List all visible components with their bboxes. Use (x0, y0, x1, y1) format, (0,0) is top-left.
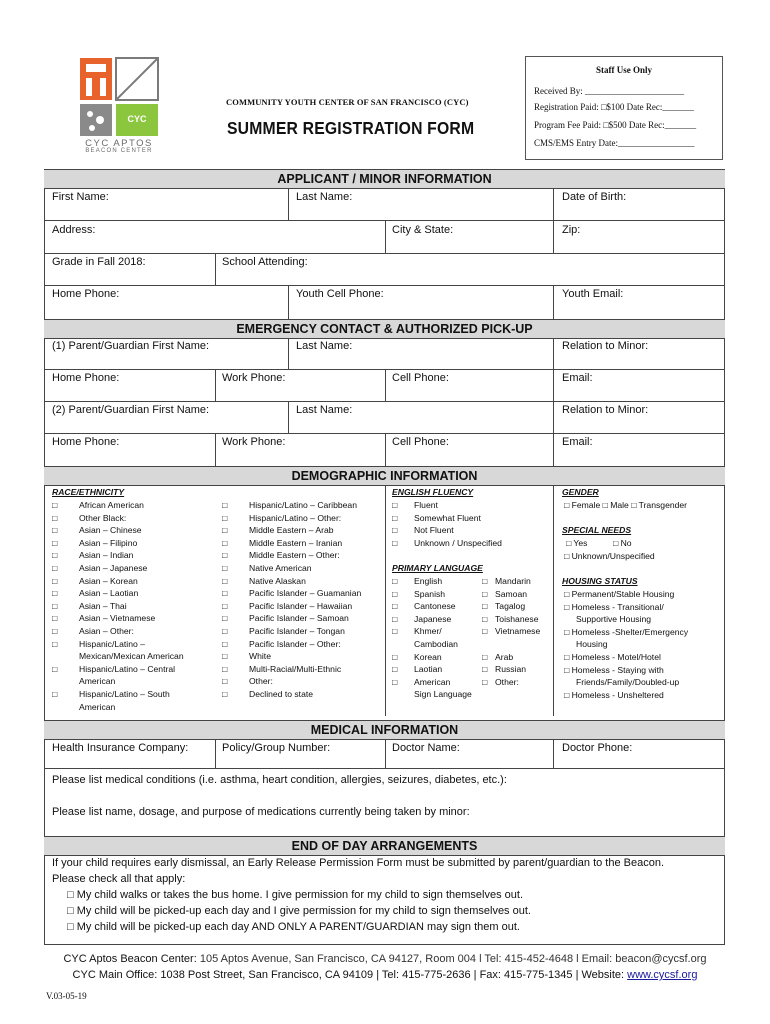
checkbox[interactable]: □ (222, 500, 228, 510)
website-link[interactable]: www.cycsf.org (627, 969, 698, 981)
footer-beacon-details: 105 Aptos Avenue, San Francisco, CA 94127, Room 004 l Tel: 415-452-4648 l Email: beacon@cycsf.org (199, 953, 707, 965)
checkbox[interactable]: □ (482, 588, 488, 599)
last-name-field[interactable]: Last Name: (296, 191, 353, 203)
language-option-label: Vietnamese (495, 626, 541, 637)
logo-line1: CYC APTOS (85, 138, 153, 149)
language-option-label: Spanish (414, 588, 446, 599)
english-fluency-header: ENGLISH FLUENCY (392, 487, 474, 497)
option-walks-or-bus[interactable]: □ My child walks or takes the bus home. I give permission for my child to sign themselves out. (67, 889, 523, 901)
checkbox[interactable]: □ (52, 638, 58, 649)
logo-mark-text: CYC (127, 114, 147, 124)
option-picked-up-self-signout[interactable]: □ My child will be picked-up each day and I give permission for my child to sign themselves out. (67, 905, 531, 917)
housing-option[interactable]: □ Homeless -Shelter/Emergency (564, 626, 689, 637)
race-option-label: Asian – Filipino (79, 537, 138, 548)
race-option-label: Native Alaskan (249, 575, 306, 586)
language-option-label: Cambodian (414, 639, 458, 649)
checkbox[interactable]: □ (52, 563, 58, 573)
race-option-label: Asian – Chinese (79, 525, 142, 536)
housing-option: Housing (576, 639, 608, 650)
race-option-label: American (79, 701, 116, 712)
race-ethnicity-header: RACE/ETHNICITY (52, 487, 125, 497)
staff-cms-entry-date[interactable]: CMS/EMS Entry Date:_________________ (534, 138, 695, 148)
checkbox[interactable]: □ (222, 689, 228, 699)
parent1-home-phone-field[interactable]: Home Phone: (52, 372, 120, 384)
language-option-label: Sign Language (414, 689, 472, 700)
checkbox[interactable]: □ (482, 676, 488, 687)
checkbox[interactable]: □ (392, 500, 398, 510)
checkbox[interactable]: □ (52, 525, 58, 536)
gender-options[interactable]: □ Female □ Male □ Transgender (564, 500, 688, 510)
logo-line2: BEACON CENTER (85, 148, 153, 154)
race-option-label: Pacific Islander – Tongan (249, 626, 345, 636)
checkbox[interactable]: □ (52, 550, 58, 561)
checkbox[interactable]: □ (52, 537, 58, 548)
medications-field[interactable]: Please list name, dosage, and purpose of medications currently being taken by minor: (52, 806, 470, 818)
race-option-label: Asian – Japanese (79, 563, 148, 573)
race-option-label: Pacific Islander – Guamanian (249, 588, 362, 599)
race-option-label: Hispanic/Latino – Central (79, 663, 176, 674)
checkbox[interactable]: □ (392, 576, 398, 586)
footer-main-office-text: CYC Main Office: 1038 Post Street, San Francisco, CA 94109 | Tel: 415-775-2636 | Fax: 415-775-1345 | Website: (72, 969, 625, 981)
housing-option: Friends/Family/Doubled-up (576, 677, 680, 688)
checkbox[interactable]: □ (52, 613, 58, 624)
zip-field[interactable]: Zip: (562, 224, 581, 236)
footer-main-office (0, 969, 770, 981)
grade-field[interactable]: Grade in Fall 2018: (52, 256, 146, 268)
checkbox[interactable]: □ (52, 588, 58, 599)
checkbox[interactable]: □ (392, 651, 398, 662)
checkbox[interactable]: □ (222, 638, 228, 649)
checkbox[interactable]: □ (392, 537, 398, 548)
special-needs-yes[interactable]: □ Yes (566, 538, 588, 548)
language-option-label: Toishanese (495, 613, 539, 624)
language-option-label: Tagalog (495, 601, 526, 612)
check-all-instruction: Please check all that apply: (52, 873, 186, 885)
first-name-field[interactable]: First Name: (52, 191, 109, 203)
parent1-last-name-field[interactable]: Last Name: (296, 340, 353, 352)
section-end-of-day: END OF DAY ARRANGEMENTS (44, 836, 725, 856)
form-border-bottom (44, 944, 725, 945)
policy-group-number-field[interactable]: Policy/Group Number: (222, 742, 331, 754)
language-option-label: Other: (495, 676, 519, 687)
race-option-label: White (249, 651, 271, 662)
date-of-birth-field[interactable]: Date of Birth: (562, 191, 627, 203)
race-option-label: Asian – Thai (79, 600, 127, 611)
checkbox[interactable]: □ (482, 576, 488, 586)
race-option-label: Middle Eastern – Arab (249, 525, 334, 536)
parent2-first-name-field[interactable]: (2) Parent/Guardian First Name: (52, 404, 210, 416)
language-option-label: American (414, 676, 451, 687)
checkbox[interactable]: □ (52, 689, 58, 699)
checkbox[interactable]: □ (222, 537, 228, 548)
organization-name: COMMUNITY YOUTH CENTER OF SAN FRANCISCO (CYC) (226, 97, 469, 107)
checkbox[interactable]: □ (52, 575, 58, 586)
race-option-label: Asian – Laotian (79, 588, 139, 599)
fluency-option-label: Unknown / Unspecified (414, 537, 502, 548)
special-needs-header: SPECIAL NEEDS (562, 525, 632, 535)
checkbox[interactable]: □ (482, 601, 488, 612)
housing-option[interactable]: □ Permanent/Stable Housing (564, 589, 675, 599)
race-option-label: Mexican/Mexican American (79, 651, 184, 662)
staff-received-by[interactable]: Received By: ______________________ (534, 86, 684, 96)
race-option-label: Hispanic/Latino – South (79, 689, 170, 699)
checkbox[interactable]: □ (222, 663, 228, 674)
race-option-label: Other: (249, 676, 273, 687)
checkbox[interactable]: □ (52, 626, 58, 636)
race-option-label: Pacific Islander – Hawaiian (249, 600, 353, 611)
language-option-label: Japanese (414, 613, 452, 624)
checkbox[interactable]: □ (392, 512, 398, 523)
early-release-note: If your child requires early dismissal, an Early Release Permission Form must be submitted by parent/guardian to the Beacon. (52, 857, 665, 869)
language-option-label: Cantonese (414, 601, 456, 612)
race-option-label: Middle Eastern – Iranian (249, 537, 343, 548)
fluency-option-label: Somewhat Fluent (414, 512, 481, 523)
checkbox[interactable]: □ (52, 512, 58, 523)
checkbox[interactable]: □ (482, 651, 488, 662)
city-state-field[interactable]: City & State: (392, 224, 454, 236)
checkbox[interactable]: □ (392, 626, 398, 637)
housing-option[interactable]: □ Homeless - Motel/Hotel (564, 652, 661, 662)
checkbox[interactable]: □ (482, 613, 488, 624)
youth-cell-phone-field[interactable]: Youth Cell Phone: (296, 288, 384, 300)
housing-option[interactable]: □ Homeless - Transitional/ (564, 601, 664, 612)
checkbox[interactable]: □ (392, 613, 398, 624)
special-needs-unknown[interactable]: □ Unknown/Unspecified (564, 551, 655, 561)
parent2-last-name-field[interactable]: Last Name: (296, 404, 353, 416)
race-option-label: American (79, 676, 116, 687)
section-emergency: EMERGENCY CONTACT & AUTHORIZED PICK-UP (44, 319, 725, 339)
housing-status-header: HOUSING STATUS (562, 576, 638, 586)
race-option-label: African American (79, 500, 144, 510)
race-option-label: Other Black: (79, 512, 127, 523)
parent1-cell-phone-field[interactable]: Cell Phone: (392, 372, 449, 384)
staff-use-box (525, 56, 723, 160)
checkbox[interactable]: □ (222, 651, 228, 662)
checkbox[interactable]: □ (222, 600, 228, 611)
parent1-relation-field[interactable]: Relation to Minor: (562, 340, 649, 352)
section-applicant: APPLICANT / MINOR INFORMATION (44, 169, 725, 189)
checkbox[interactable]: □ (222, 550, 228, 561)
language-option-label: Khmer/ (414, 626, 442, 637)
staff-program-fee-paid[interactable]: Program Fee Paid: □$500 Date Rec:_______ (534, 120, 697, 130)
parent1-first-name-field[interactable]: (1) Parent/Guardian First Name: (52, 340, 210, 352)
checkbox[interactable]: □ (222, 525, 228, 536)
language-option-label: Arab (495, 651, 514, 662)
primary-language-header: PRIMARY LANGUAGE (392, 563, 483, 573)
race-option-label: Asian – Indian (79, 550, 134, 561)
address-field[interactable]: Address: (52, 224, 96, 236)
housing-option: Supportive Housing (576, 614, 652, 625)
fluency-option-label: Not Fluent (414, 525, 454, 536)
housing-option[interactable]: □ Homeless - Staying with (564, 664, 664, 675)
option-parent-only-signout[interactable]: □ My child will be picked-up each day AND ONLY A PARENT/GUARDIAN may sign them out. (67, 921, 520, 933)
checkbox[interactable]: □ (222, 676, 228, 687)
checkbox[interactable]: □ (482, 626, 488, 637)
race-option-label: Declined to state (249, 689, 314, 699)
health-insurance-field[interactable]: Health Insurance Company: (52, 742, 189, 754)
gender-header: GENDER (562, 487, 599, 497)
parent2-email-field[interactable]: Email: (562, 436, 593, 448)
housing-option[interactable]: □ Homeless - Unsheltered (564, 689, 664, 700)
staff-box-title: Staff Use Only (596, 65, 652, 75)
checkbox[interactable]: □ (392, 588, 398, 599)
school-attending-field[interactable]: School Attending: (222, 256, 308, 268)
checkbox[interactable]: □ (222, 512, 228, 523)
checkbox[interactable]: □ (222, 588, 228, 599)
page-title: SUMMER REGISTRATION FORM (227, 118, 475, 138)
parent2-work-phone-field[interactable]: Work Phone: (222, 436, 286, 448)
parent2-home-phone-field[interactable]: Home Phone: (52, 436, 120, 448)
language-option-label: English (414, 576, 443, 586)
checkbox[interactable]: □ (482, 664, 488, 675)
language-option-label: Russian (495, 664, 527, 675)
doctor-phone-field[interactable]: Doctor Phone: (562, 742, 633, 754)
race-option-label: Pacific Islander – Other: (249, 638, 341, 649)
section-demographic: DEMOGRAPHIC INFORMATION (44, 466, 725, 486)
parent2-relation-field[interactable]: Relation to Minor: (562, 404, 649, 416)
checkbox[interactable]: □ (222, 563, 228, 573)
checkbox[interactable]: □ (392, 664, 398, 675)
race-option-label: Asian – Other: (79, 626, 134, 636)
home-phone-field[interactable]: Home Phone: (52, 288, 120, 300)
race-option-label: Hispanic/Latino – (79, 638, 145, 649)
special-needs-no[interactable]: □ No (613, 538, 632, 548)
language-option-label: Laotian (414, 664, 443, 675)
race-option-label: Middle Eastern – Other: (249, 550, 340, 561)
race-option-label: Asian – Korean (79, 575, 138, 586)
language-option-label: Samoan (495, 588, 528, 599)
checkbox[interactable]: □ (392, 676, 398, 687)
checkbox[interactable]: □ (392, 601, 398, 612)
footer-beacon-address (0, 953, 770, 965)
checkbox[interactable]: □ (52, 600, 58, 611)
staff-registration-paid[interactable]: Registration Paid: □$100 Date Rec:_______ (534, 102, 694, 112)
fluency-option-label: Fluent (414, 500, 438, 510)
race-option-label: Hispanic/Latino – Caribbean (249, 500, 357, 510)
checkbox[interactable]: □ (52, 500, 58, 510)
language-option-label: Korean (414, 651, 442, 662)
parent1-work-phone-field[interactable]: Work Phone: (222, 372, 286, 384)
checkbox[interactable]: □ (52, 663, 58, 674)
youth-email-field[interactable]: Youth Email: (562, 288, 624, 300)
race-option-label: Multi-Racial/Multi-Ethnic (249, 663, 342, 674)
section-medical: MEDICAL INFORMATION (44, 720, 725, 740)
checkbox[interactable]: □ (392, 525, 398, 536)
race-option-label: Asian – Vietnamese (79, 613, 156, 624)
checkbox[interactable]: □ (222, 613, 228, 624)
race-option-label: Hispanic/Latino – Other: (249, 512, 342, 523)
checkbox[interactable]: □ (222, 575, 228, 586)
parent1-email-field[interactable]: Email: (562, 372, 593, 384)
medical-conditions-field[interactable]: Please list medical conditions (i.e. asthma, heart condition, allergies, seizures, diabetes, etc.): (52, 774, 507, 786)
race-option-label: Native American (249, 563, 312, 573)
doctor-name-field[interactable]: Doctor Name: (392, 742, 460, 754)
footer-beacon-label: CYC Aptos Beacon Center: (63, 953, 197, 965)
language-option-label: Mandarin (495, 576, 531, 586)
race-option-label: Pacific Islander – Samoan (249, 613, 349, 624)
checkbox[interactable]: □ (222, 626, 228, 636)
parent2-cell-phone-field[interactable]: Cell Phone: (392, 436, 449, 448)
version-label: V.03-05-19 (46, 991, 87, 1001)
